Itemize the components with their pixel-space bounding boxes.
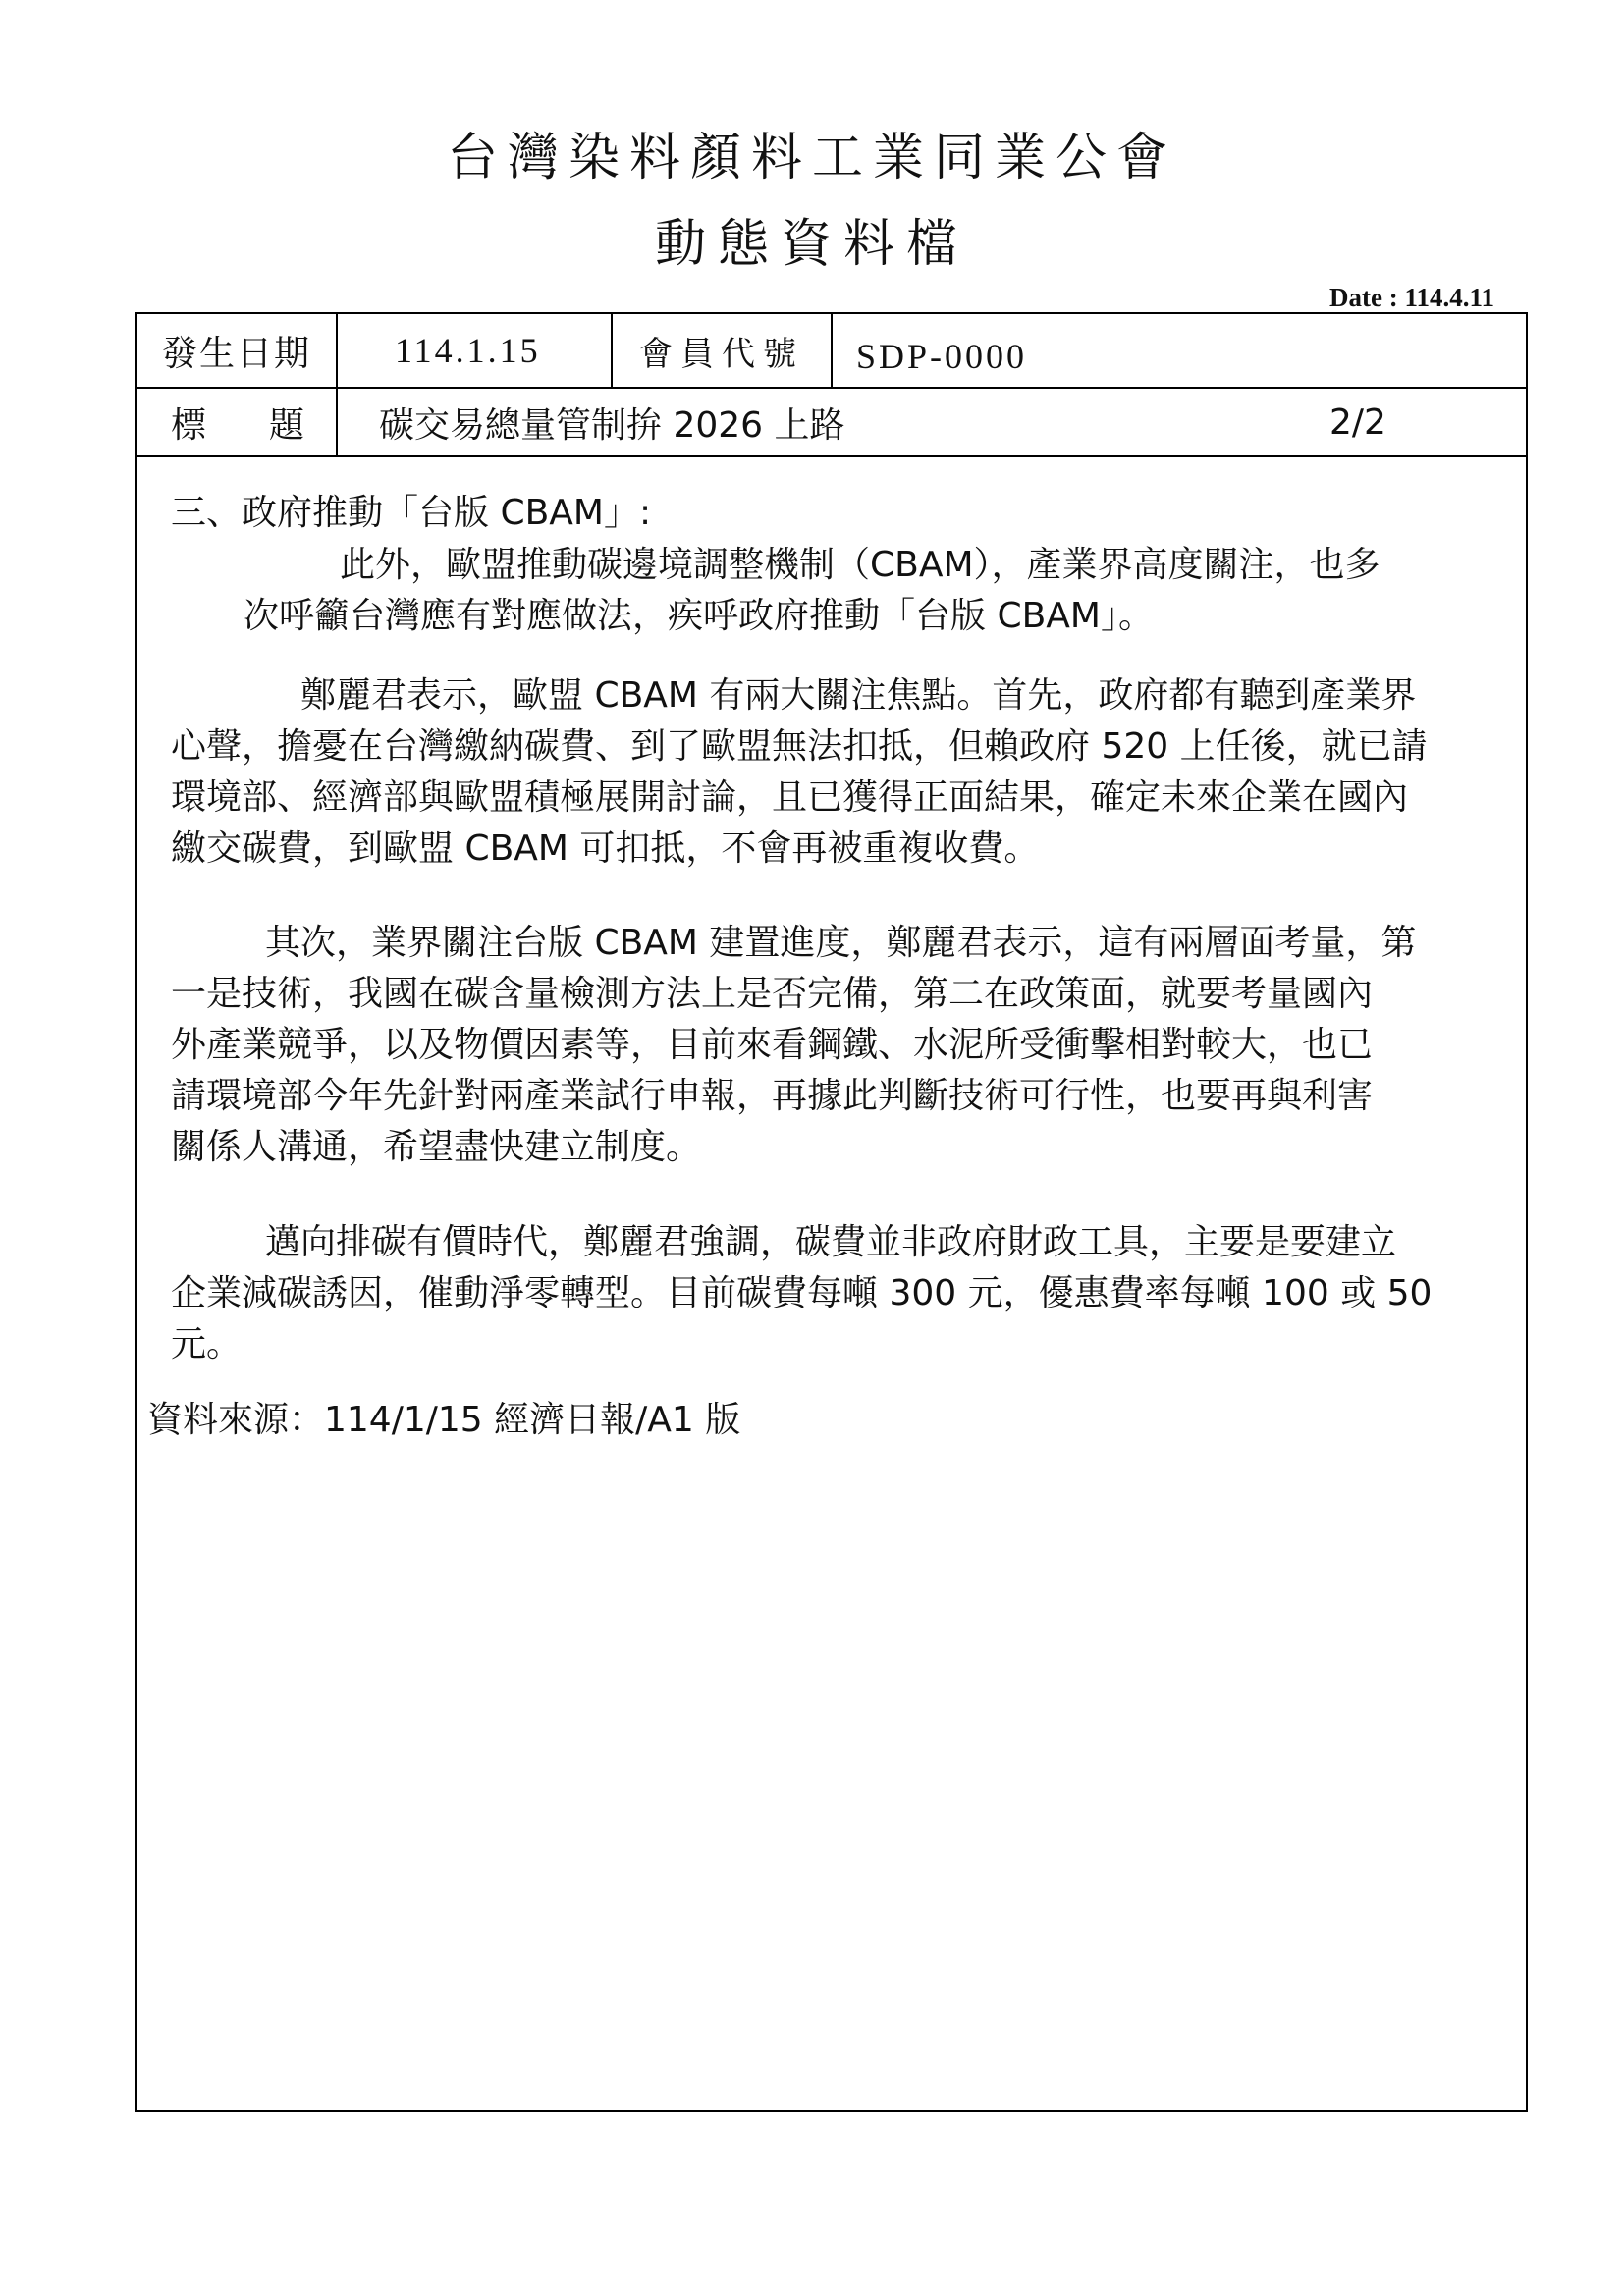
p3-line: 一是技術，我國在碳含量檢測方法上是否完備，第二在政策面，就要考量國內 — [171, 974, 1374, 1014]
p2-line: 鄭麗君表示，歐盟 CBAM 有兩大關注焦點。首先，政府都有聽到產業界 — [300, 675, 1417, 716]
p3-line: 請環境部今年先針對兩產業試行申報，再據此判斷技術可行性，也要再與利害 — [171, 1076, 1374, 1116]
paragraph-3 — [171, 918, 1526, 1173]
p1-line: 此外，歐盟推動碳邊境調整機制（CBAM），產業界高度關注，也多 — [340, 545, 1380, 585]
member-id-value: SDP-0000 — [856, 337, 1028, 376]
p4-line: 元。 — [171, 1324, 243, 1364]
p2-line: 環境部、經濟部與歐盟積極展開討論，且已獲得正面結果，確定未來企業在國內 — [171, 777, 1409, 818]
member-id-label: 會員代號 — [613, 314, 833, 387]
paragraph-2 — [171, 670, 1526, 875]
info-row-2 — [137, 389, 1526, 457]
p3-line: 其次，業界關注台版 CBAM 建置進度，鄭麗君表示，這有兩層面考量，第 — [265, 923, 1417, 963]
p3-line: 外產業競爭，以及物價因素等，目前來看鋼鐵、水泥所受衝擊相對較大，也已 — [171, 1025, 1374, 1065]
paragraph-4 — [171, 1217, 1526, 1370]
paragraph-1 — [171, 540, 1526, 642]
document-date: Date : 114.4.11 — [1329, 283, 1494, 312]
occurrence-date-value: 114.1.15 — [338, 314, 613, 387]
p2-line: 繳交碳費，到歐盟 CBAM 可扣抵，不會再被重複收費。 — [171, 828, 1040, 869]
title-cell — [338, 389, 1526, 455]
p3-line: 關係人溝通，希望盡快建立制度。 — [171, 1127, 702, 1167]
title-label-part-2: 題 — [269, 404, 305, 446]
title-value: 碳交易總量管制拚 2026 上路 — [379, 404, 845, 446]
organization-name: 台灣染料顏料工業同業公會 — [446, 129, 1177, 187]
source-citation: 資料來源：114/1/15 經濟日報/A1 版 — [147, 1400, 741, 1440]
info-row-1 — [137, 314, 1526, 389]
page-number: 2/2 — [1329, 401, 1386, 443]
p2-line: 心聲，擔憂在台灣繳納碳費、到了歐盟無法扣抵，但賴政府 520 上任後，就已請 — [171, 726, 1428, 767]
occurrence-date-label: 發生日期 — [137, 314, 338, 387]
section-heading: 三、政府推動「台版 CBAM」: — [171, 493, 652, 533]
p1-line: 次呼籲台灣應有對應做法，疾呼政府推動「台版 CBAM」。 — [244, 596, 1154, 636]
title-label — [137, 389, 338, 455]
document-subtitle: 動態資料檔 — [654, 215, 969, 274]
title-label-part-1: 標 — [171, 404, 207, 446]
p4-line: 邁向排碳有價時代，鄭麗君強調，碳費並非政府財政工具，主要是要建立 — [265, 1222, 1397, 1262]
p4-line: 企業減碳誘因，催動淨零轉型。目前碳費每噸 300 元，優惠費率每噸 100 或 50 — [171, 1273, 1433, 1313]
